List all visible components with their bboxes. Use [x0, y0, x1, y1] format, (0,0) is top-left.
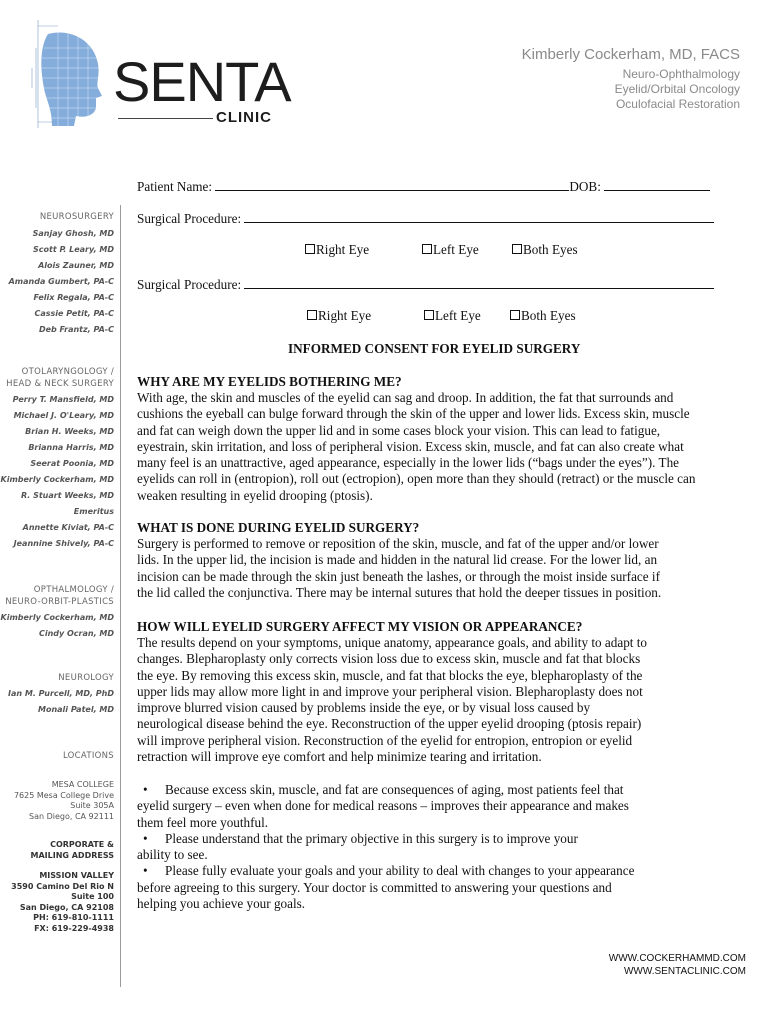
body-line: neurological disease behind the eye. Reconstruction of the upper eyelid drooping (ptosis repair) — [137, 716, 642, 732]
surgical-procedure-row-2 — [137, 276, 714, 293]
both-eyes-checkbox-2[interactable] — [510, 308, 576, 324]
body-line: incision can be made through the skin just beneath the lashes, or through the moist inside surface if — [137, 568, 660, 584]
left-eye-checkbox-1[interactable] — [422, 242, 479, 258]
bullet-icon: • — [143, 830, 148, 846]
staff-name: Deb Frantz, PA-C — [38, 325, 114, 334]
dept-title: OTOLARYNGOLOGY / — [21, 367, 114, 377]
dept-title: NEUROLOGY — [58, 673, 114, 683]
dob-label: DOB: — [569, 179, 601, 194]
staff-name: Cassie Petit, PA-C — [34, 309, 114, 318]
section-body — [137, 390, 732, 504]
checkbox-icon[interactable] — [422, 244, 432, 254]
body-line: eyelids can roll in (entropion), roll out (ectropion), open more than they should (retract) or the muscle can — [137, 471, 696, 487]
senta-clinic-logo — [18, 18, 308, 130]
address-line: San Diego, CA 92111 — [28, 811, 114, 821]
staff-name: R. Stuart Weeks, MD — [20, 491, 114, 500]
address-line: Suite 100 — [71, 892, 114, 901]
address-line: Suite 305A — [70, 801, 114, 810]
body-line: eyestrain, skin irritation, and loss of peripheral vision. Excess skin, muscle, and fat can also create what — [137, 438, 684, 454]
bullet-text: ability to see. — [137, 847, 208, 863]
right-eye-checkbox-1[interactable] — [305, 242, 369, 258]
staff-name: Ian M. Purcell, MD, PhD — [8, 689, 114, 698]
body-line: changes. Blepharoplasty only corrects vision loss due to excess skin, muscle and fat that blocks — [137, 651, 641, 667]
checkbox-icon[interactable] — [512, 244, 522, 254]
section-how — [137, 619, 732, 765]
body-line: the lid called the conjunctiva. There may be internal sutures that hold the deeper tissues in position. — [137, 584, 662, 600]
staff-name: Scott P. Leary, MD — [33, 245, 114, 254]
doctor-name: Kimberly Cockerham, MD, FACS — [521, 46, 740, 63]
document-title: INFORMED CONSENT FOR EYELID SURGERY — [288, 341, 581, 356]
section-body — [137, 536, 732, 601]
dept-title: OPTHALMOLOGY / — [33, 585, 114, 595]
checkbox-label: Left Eye — [435, 308, 481, 323]
website-link[interactable]: WWW.COCKERHAMMD.COM — [608, 953, 746, 964]
bullet-text: helping you achieve your goals. — [137, 896, 306, 912]
sidebar-divider — [120, 205, 121, 987]
surgical-procedure-field[interactable] — [244, 210, 714, 223]
checkbox-icon[interactable] — [510, 310, 520, 320]
bullet-text: them feel more youthful. — [137, 814, 269, 830]
doctor-info — [522, 46, 740, 112]
staff-name: Amanda Gumbert, PA-C — [8, 277, 114, 286]
patient-name-field[interactable] — [215, 178, 569, 191]
body-line: and fat can weigh down the upper lid and in some cases block your vision. This can lead to fatigue, — [137, 422, 661, 438]
staff-name: Seerat Poonia, MD — [30, 459, 114, 468]
specialty: Neuro-Ophthalmology — [622, 67, 740, 81]
bullet-text: Please understand that the primary objective in this surgery is to improve your — [165, 830, 578, 846]
footer-links — [609, 952, 746, 978]
bullet-text: Please fully evaluate your goals and your ability to deal with changes to your appearance — [165, 863, 635, 879]
staff-name: Kimberly Cockerham, MD — [0, 613, 114, 622]
locations-title: LOCATIONS — [62, 751, 114, 761]
specialty: Oculofacial Restoration — [615, 97, 740, 111]
bullet-icon: • — [143, 863, 148, 879]
staff-name: Cindy Ocran, MD — [38, 629, 114, 638]
specialty: Eyelid/Orbital Oncology — [614, 82, 740, 96]
address-line: 3590 Camino Del Rio N — [11, 881, 114, 891]
body-line: Surgery is performed to remove or reposition of the skin, muscle, and fat of the upper and/or lower — [137, 536, 659, 551]
staff-name: Michael J. O'Leary, MD — [13, 411, 114, 420]
body-line: many feel is an unattractive, aged appearance, especially in the lower lids (“bags under the eyes”). The — [137, 455, 680, 471]
logo-rule — [118, 118, 213, 119]
bullet-item — [137, 831, 717, 864]
bullet-text: eyelid surgery – even when done for medical reasons – improves their appearance and makes — [137, 798, 629, 814]
body-line: The results depend on your symptoms, unique anatomy, appearance goals, and ability to adapt to — [137, 635, 648, 650]
surgical-procedure-field[interactable] — [244, 276, 714, 289]
bullet-item — [137, 782, 717, 831]
checkbox-icon[interactable] — [424, 310, 434, 320]
section-why — [137, 374, 732, 504]
address-line: MAILING ADDRESS — [30, 850, 114, 860]
surgical-procedure-label: Surgical Procedure: — [137, 277, 242, 292]
address-line: MISSION VALLEY — [39, 871, 114, 880]
right-eye-checkbox-2[interactable] — [307, 308, 371, 324]
section-heading: HOW WILL EYELID SURGERY AFFECT MY VISION OR APPEARANCE? — [137, 619, 583, 634]
dept-title: NEUROSURGERY — [39, 212, 114, 222]
bullet-text: Because excess skin, muscle, and fat are consequences of aging, most patients feel that — [165, 782, 624, 797]
mission-valley-address — [0, 871, 114, 934]
staff-name: Emeritus — [73, 507, 114, 516]
staff-name: Perry T. Mansfield, MD — [12, 395, 114, 404]
logo-subtitle: CLINIC — [216, 109, 272, 126]
section-heading: WHY ARE MY EYELIDS BOTHERING ME? — [137, 374, 402, 389]
corporate-label — [0, 840, 114, 861]
checkbox-label: Left Eye — [433, 242, 479, 257]
body-line: weaken resulting in eyelid drooping (ptosis). — [137, 487, 373, 503]
section-heading: WHAT IS DONE DURING EYELID SURGERY? — [137, 520, 420, 535]
body-line: improve blurred vision caused by problems inside the eye, or by visual loss caused by — [137, 700, 591, 716]
section-what — [137, 520, 732, 601]
website-link[interactable]: WWW.SENTACLINIC.COM — [623, 966, 746, 977]
checkbox-icon[interactable] — [305, 244, 315, 254]
checkbox-label: Right Eye — [318, 308, 372, 323]
staff-name: Alois Zauner, MD — [38, 261, 114, 270]
body-line: With age, the skin and muscles of the eyelid can sag and droop. In addition, the fat that surrounds and — [137, 390, 674, 405]
patient-name-row — [137, 178, 710, 195]
both-eyes-checkbox-1[interactable] — [512, 242, 578, 258]
head-scan-graphic — [18, 18, 108, 130]
dept-title: NEURO-ORBIT-PLASTICS — [5, 597, 114, 607]
bullet-list — [137, 782, 717, 912]
address-line: CORPORATE & — [50, 840, 114, 849]
body-line: lids. In the upper lid, the incision is made and hidden in the natural lid crease. For the lower lid, an — [137, 552, 658, 568]
left-eye-checkbox-2[interactable] — [424, 308, 481, 324]
staff-name: Jeannine Shively, PA-C — [13, 539, 114, 548]
checkbox-label: Right Eye — [316, 242, 370, 257]
body-line: will improve peripheral vision. Reconstruction of the eyelid for entropion, entropion or eyelid — [137, 732, 633, 748]
staff-name: Felix Regala, PA-C — [33, 293, 114, 302]
dept-title: HEAD & NECK SURGERY — [6, 379, 114, 389]
body-line: upper lids may allow more light in and improve your peripheral vision. Blepharoplasty does not — [137, 683, 643, 699]
dob-field[interactable] — [604, 178, 710, 191]
bullet-text: before agreeing to this surgery. Your doctor is committed to answering your questions and — [137, 879, 612, 895]
sidebar-directory — [0, 205, 114, 934]
staff-name: Annette Kiviat, PA-C — [22, 523, 114, 532]
logo-wordmark: SENTA — [113, 50, 291, 113]
address-line: MESA COLLEGE — [51, 780, 114, 789]
staff-name: Brianna Harris, MD — [28, 443, 114, 452]
checkbox-label: Both Eyes — [523, 242, 578, 257]
address-line: 7625 Mesa College Drive — [13, 790, 114, 800]
body-line: the eye. By removing this excess skin, muscle, and fat that blocks the eye, blepharoplasty of the — [137, 667, 643, 683]
address-line: San Diego, CA 92108 — [19, 902, 114, 912]
address-line: FX: 619-229-4938 — [34, 923, 114, 933]
staff-name: Sanjay Ghosh, MD — [32, 229, 114, 238]
section-body — [137, 635, 732, 765]
surgical-procedure-row-1 — [137, 210, 714, 227]
staff-name: Brian H. Weeks, MD — [25, 427, 114, 436]
bullet-icon: • — [143, 782, 148, 797]
checkbox-icon[interactable] — [307, 310, 317, 320]
mesa-college-address — [0, 780, 114, 822]
surgical-procedure-label: Surgical Procedure: — [137, 211, 242, 226]
checkbox-label: Both Eyes — [521, 308, 576, 323]
patient-name-label: Patient Name: — [137, 179, 213, 194]
body-line: cushions the eyeball can bulge forward through the skin of the upper and lower lids. Excess skin, muscle — [137, 406, 690, 422]
address-line: PH: 619-810-1111 — [33, 913, 114, 922]
bullet-item — [137, 863, 717, 912]
body-line: retraction will improve eye comfort and help minimize tearing and irritation. — [137, 749, 542, 765]
staff-name: Monali Patel, MD — [38, 705, 114, 714]
staff-name: Kimberly Cockerham, MD — [0, 475, 114, 484]
